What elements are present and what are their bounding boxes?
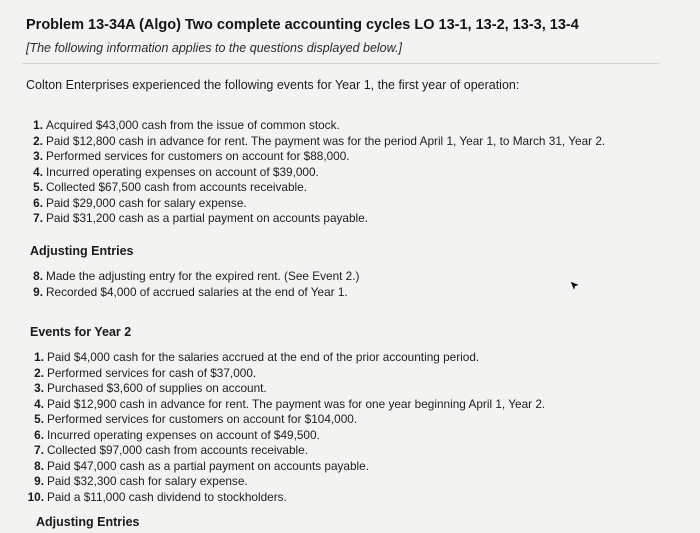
item-number: 2.: [34, 365, 44, 380]
item-text: Made the adjusting entry for the expired rent. (See Event 2.): [46, 269, 360, 283]
item-number: 5.: [34, 412, 44, 426]
item-number: 2.: [33, 133, 43, 148]
item-number: 9.: [33, 284, 43, 299]
item-number: 6.: [34, 427, 44, 442]
item-text: Incurred operating expenses on account of $39,000.: [46, 164, 319, 179]
adjusting-entries-heading-year2: Adjusting Entries: [36, 515, 140, 529]
item-text: Collected $97,000 cash from accounts receivable.: [47, 443, 308, 457]
item-text: Collected $67,500 cash from accounts receivable.: [46, 180, 307, 194]
item-number: 3.: [34, 381, 44, 395]
item-text: Paid $12,800 cash in advance for rent. The payment was for the period April 1, Year 1, to March 31, Year 2.: [46, 133, 606, 148]
divider: [22, 63, 660, 64]
item-text: Paid $4,000 cash for the salaries accrued at the end of the prior accounting period.: [47, 350, 480, 364]
problem-note: [The following information applies to the questions displayed below.]: [26, 41, 402, 55]
year2-events-heading: Events for Year 2: [30, 325, 132, 339]
item-number: 10.: [27, 489, 44, 504]
item-number: 5.: [33, 180, 43, 194]
problem-title: Problem 13-34A (Algo) Two complete accounting cycles LO 13-1, 13-2, 13-3, 13-4: [26, 17, 579, 33]
item-text: Performed services for customers on account for $88,000.: [46, 149, 350, 163]
item-text: Paid $31,200 cash as a partial payment on accounts payable.: [46, 211, 369, 225]
item-number: 4.: [33, 164, 43, 179]
item-text: Purchased $3,600 of supplies on account.: [47, 381, 267, 395]
item-number: 1.: [33, 118, 43, 132]
item-number: 9.: [34, 474, 44, 488]
item-number: 8.: [34, 458, 44, 473]
item-text: Paid $29,000 cash for salary expense.: [46, 195, 247, 210]
item-text: Paid $47,000 cash as a partial payment on accounts payable.: [47, 458, 370, 473]
item-text: Recorded $4,000 of accrued salaries at the end of Year 1.: [46, 284, 348, 299]
problem-intro: Colton Enterprises experienced the following events for Year 1, the first year of operation:: [26, 78, 520, 92]
item-text: Incurred operating expenses on account of $49,500.: [47, 427, 320, 442]
item-number: 7.: [33, 211, 43, 225]
item-number: 8.: [33, 269, 43, 283]
item-number: 7.: [34, 443, 44, 457]
item-number: 1.: [34, 350, 44, 364]
item-number: 4.: [34, 396, 44, 411]
item-text: Paid a $11,000 cash dividend to stockholders.: [47, 489, 287, 504]
item-text: Performed services for cash of $37,000.: [47, 365, 257, 380]
adjusting-entries-heading: Adjusting Entries: [30, 244, 134, 258]
item-text: Paid $12,900 cash in advance for rent. The payment was for one year beginning April 1, Year 2.: [47, 396, 546, 411]
item-number: 3.: [33, 149, 43, 163]
item-number: 6.: [33, 195, 43, 210]
item-text: Performed services for customers on account for $104,000.: [47, 412, 358, 426]
item-text: Paid $32,300 cash for salary expense.: [47, 474, 248, 488]
item-text: Acquired $43,000 cash from the issue of common stock.: [46, 118, 340, 132]
